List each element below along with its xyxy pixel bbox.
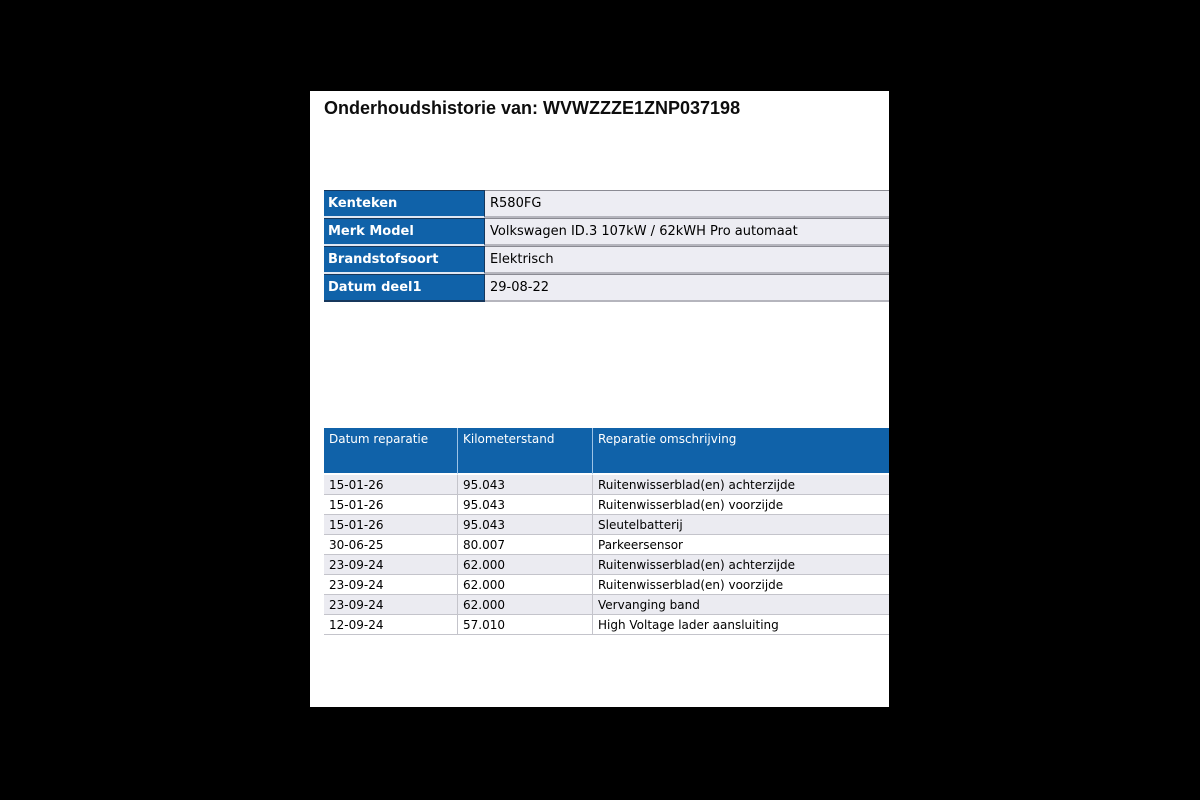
table-row (324, 555, 889, 575)
history-date-cell: 15-01-26 (324, 495, 457, 515)
history-desc-cell: Ruitenwisserblad(en) voorzijde (592, 495, 889, 515)
table-row (324, 495, 889, 515)
info-value-cell: Elektrisch (485, 246, 889, 274)
history-desc-cell: Parkeersensor (592, 535, 889, 555)
table-row (324, 218, 889, 246)
table-row (324, 246, 889, 274)
table-row (324, 535, 889, 555)
history-km-cell: 57.010 (457, 615, 592, 635)
table-row (324, 615, 889, 635)
history-km-cell: 80.007 (457, 535, 592, 555)
history-desc-cell: Ruitenwisserblad(en) achterzijde (592, 555, 889, 575)
history-km-cell: 95.043 (457, 495, 592, 515)
info-value-cell: Volkswagen ID.3 107kW / 62kWH Pro automaat (485, 218, 889, 246)
table-row (324, 190, 889, 218)
table-header-row (324, 428, 889, 475)
report-document (310, 91, 889, 707)
history-km-cell: 62.000 (457, 575, 592, 595)
history-desc-cell: Ruitenwisserblad(en) achterzijde (592, 475, 889, 495)
info-label-cell: Datum deel1 (324, 274, 485, 302)
history-km-cell: 62.000 (457, 595, 592, 615)
column-header-reparatie-omschrijving: Reparatie omschrijving (592, 428, 889, 475)
repair-history-table (324, 428, 889, 635)
history-desc-cell: High Voltage lader aansluiting (592, 615, 889, 635)
info-value-cell: 29-08-22 (485, 274, 889, 302)
info-label-cell: Kenteken (324, 190, 485, 218)
history-date-cell: 30-06-25 (324, 535, 457, 555)
history-date-cell: 15-01-26 (324, 515, 457, 535)
table-row (324, 274, 889, 302)
history-date-cell: 23-09-24 (324, 555, 457, 575)
history-km-cell: 95.043 (457, 515, 592, 535)
history-km-cell: 95.043 (457, 475, 592, 495)
column-header-kilometerstand: Kilometerstand (457, 428, 592, 475)
history-date-cell: 23-09-24 (324, 575, 457, 595)
history-km-cell: 62.000 (457, 555, 592, 575)
history-desc-cell: Sleutelbatterij (592, 515, 889, 535)
info-value-cell: R580FG (485, 190, 889, 218)
info-label-cell: Merk Model (324, 218, 485, 246)
vehicle-info-table (324, 190, 889, 302)
table-row (324, 595, 889, 615)
history-date-cell: 15-01-26 (324, 475, 457, 495)
table-row (324, 575, 889, 595)
history-desc-cell: Ruitenwisserblad(en) voorzijde (592, 575, 889, 595)
history-desc-cell: Vervanging band (592, 595, 889, 615)
table-row (324, 475, 889, 495)
table-row (324, 515, 889, 535)
column-header-datum-reparatie: Datum reparatie (324, 428, 457, 475)
history-date-cell: 12-09-24 (324, 615, 457, 635)
info-label-cell: Brandstofsoort (324, 246, 485, 274)
history-date-cell: 23-09-24 (324, 595, 457, 615)
page-title: Onderhoudshistorie van: WVWZZZE1ZNP037198 (324, 98, 741, 118)
